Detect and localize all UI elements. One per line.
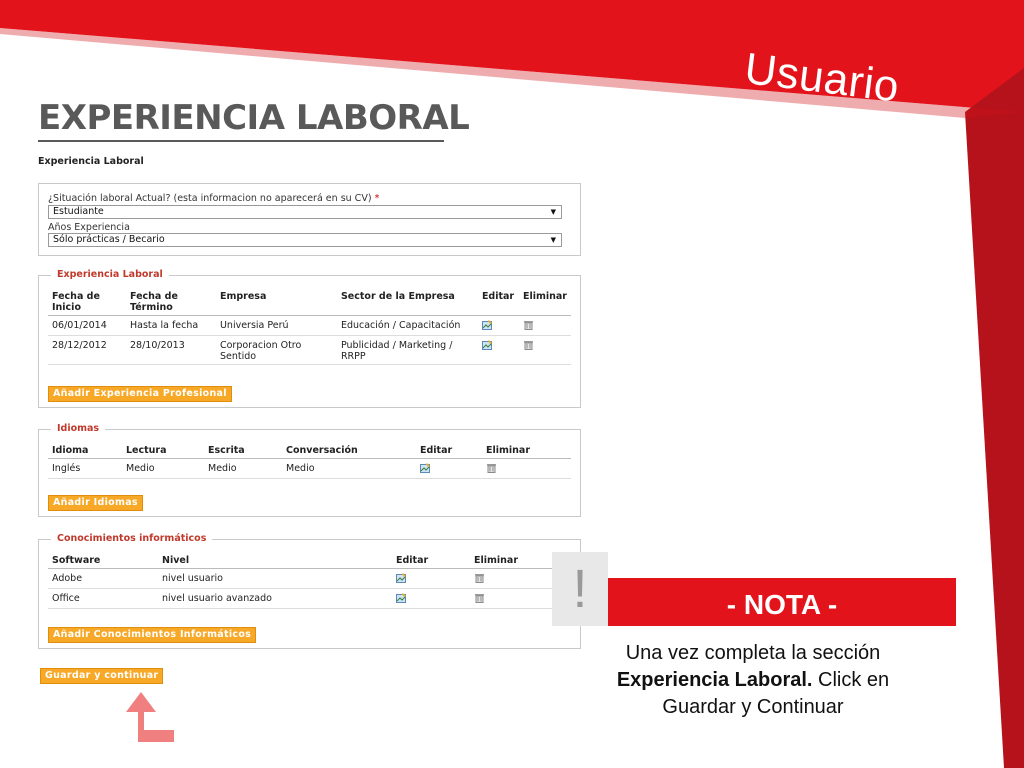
computing-box	[38, 533, 581, 649]
edit-icon[interactable]	[420, 463, 431, 473]
col-header: Conversación	[282, 445, 416, 459]
trash-icon[interactable]	[474, 573, 485, 583]
situation-label-text: ¿Situación laboral Actual? (esta informacion no aparecerá en su CV)	[48, 193, 372, 204]
cell-edit	[416, 459, 482, 479]
col-header: Fecha de Término	[126, 291, 216, 316]
title-underline	[38, 140, 444, 142]
situation-select-value: Estudiante	[53, 206, 104, 217]
col-header: Software	[48, 555, 158, 569]
situation-label	[48, 193, 379, 204]
col-header: Editar	[478, 291, 519, 316]
col-header: Eliminar	[519, 291, 571, 316]
trash-icon[interactable]	[523, 340, 534, 350]
note-text-bold: Experiencia Laboral.	[616, 669, 813, 691]
experience-table	[48, 291, 571, 365]
cell-sector: Educación / Capacitación	[337, 316, 478, 336]
cell-level: nivel usuario avanzado	[158, 589, 392, 609]
edit-icon[interactable]	[482, 340, 493, 350]
languages-table	[48, 445, 571, 479]
experience-box	[38, 269, 581, 408]
col-header: Sector de la Empresa	[337, 291, 478, 316]
edit-icon[interactable]	[396, 573, 407, 583]
years-select[interactable]	[48, 233, 562, 247]
cell-language: Inglés	[48, 459, 122, 479]
exclamation-icon: !	[552, 552, 608, 626]
col-header: Fecha de Inicio	[48, 291, 126, 316]
table-header-row	[48, 291, 571, 316]
cell-software: Office	[48, 589, 158, 609]
cell-delete	[519, 316, 571, 336]
cell-writing: Medio	[204, 459, 282, 479]
table-row	[48, 459, 571, 479]
edit-icon[interactable]	[396, 593, 407, 603]
col-header: Editar	[416, 445, 482, 459]
table-row	[48, 316, 571, 336]
cell-delete	[519, 336, 571, 365]
col-header: Idioma	[48, 445, 122, 459]
note-title: - NOTA -	[608, 578, 956, 626]
col-header: Editar	[392, 555, 470, 569]
cell-reading: Medio	[122, 459, 204, 479]
required-marker: *	[374, 193, 380, 204]
col-header: Eliminar	[470, 555, 571, 569]
trash-icon[interactable]	[523, 320, 534, 330]
cell-level: nivel usuario	[158, 569, 392, 589]
situation-select[interactable]	[48, 205, 562, 219]
note-text-before: Una vez completa la sección	[625, 642, 881, 664]
years-label: Años Experiencia	[48, 222, 130, 233]
cell-edit	[392, 569, 470, 589]
add-experience-button[interactable]: Añadir Experiencia Profesional	[48, 386, 232, 402]
cell-speaking: Medio	[282, 459, 416, 479]
col-header: Nivel	[158, 555, 392, 569]
edit-icon[interactable]	[482, 320, 493, 330]
curved-up-arrow-icon	[118, 690, 174, 742]
table-row	[48, 569, 571, 589]
table-header-row	[48, 445, 571, 459]
add-computing-button[interactable]: Añadir Conocimientos Informáticos	[48, 627, 256, 643]
col-header: Lectura	[122, 445, 204, 459]
cell-end: Hasta la fecha	[126, 316, 216, 336]
table-row	[48, 589, 571, 609]
table-row	[48, 336, 571, 365]
save-and-continue-button[interactable]: Guardar y continuar	[40, 668, 163, 684]
note-text	[588, 640, 918, 721]
languages-box	[38, 423, 581, 517]
slide-section-label: Usuario	[742, 44, 902, 112]
cell-start: 06/01/2014	[48, 316, 126, 336]
situation-box	[38, 183, 581, 256]
cell-edit	[478, 336, 519, 365]
experience-legend: Experiencia Laboral	[51, 269, 169, 280]
languages-legend: Idiomas	[51, 423, 105, 434]
cell-software: Adobe	[48, 569, 158, 589]
col-header: Escrita	[204, 445, 282, 459]
cell-start: 28/12/2012	[48, 336, 126, 365]
note-text-after: Click en Guardar y Continuar	[662, 669, 890, 718]
cell-edit	[392, 589, 470, 609]
computing-legend: Conocimientos informáticos	[51, 533, 212, 544]
form-heading: Experiencia Laboral	[38, 156, 144, 167]
computing-table	[48, 555, 571, 609]
cell-sector: Publicidad / Marketing / RRPP	[337, 336, 478, 365]
cell-company: Universia Perú	[216, 316, 337, 336]
add-languages-button[interactable]: Añadir Idiomas	[48, 495, 143, 511]
page-title: EXPERIENCIA LABORAL	[38, 98, 470, 138]
cell-end: 28/10/2013	[126, 336, 216, 365]
col-header: Eliminar	[482, 445, 571, 459]
cell-company: Corporacion Otro Sentido	[216, 336, 337, 365]
dropdown-arrow-icon: ▼	[550, 236, 556, 244]
dropdown-arrow-icon: ▼	[550, 208, 556, 216]
col-header: Empresa	[216, 291, 337, 316]
cell-delete	[482, 459, 571, 479]
cell-edit	[478, 316, 519, 336]
years-select-value: Sólo prácticas / Becario	[53, 234, 165, 245]
table-header-row	[48, 555, 571, 569]
trash-icon[interactable]	[486, 463, 497, 473]
trash-icon[interactable]	[474, 593, 485, 603]
